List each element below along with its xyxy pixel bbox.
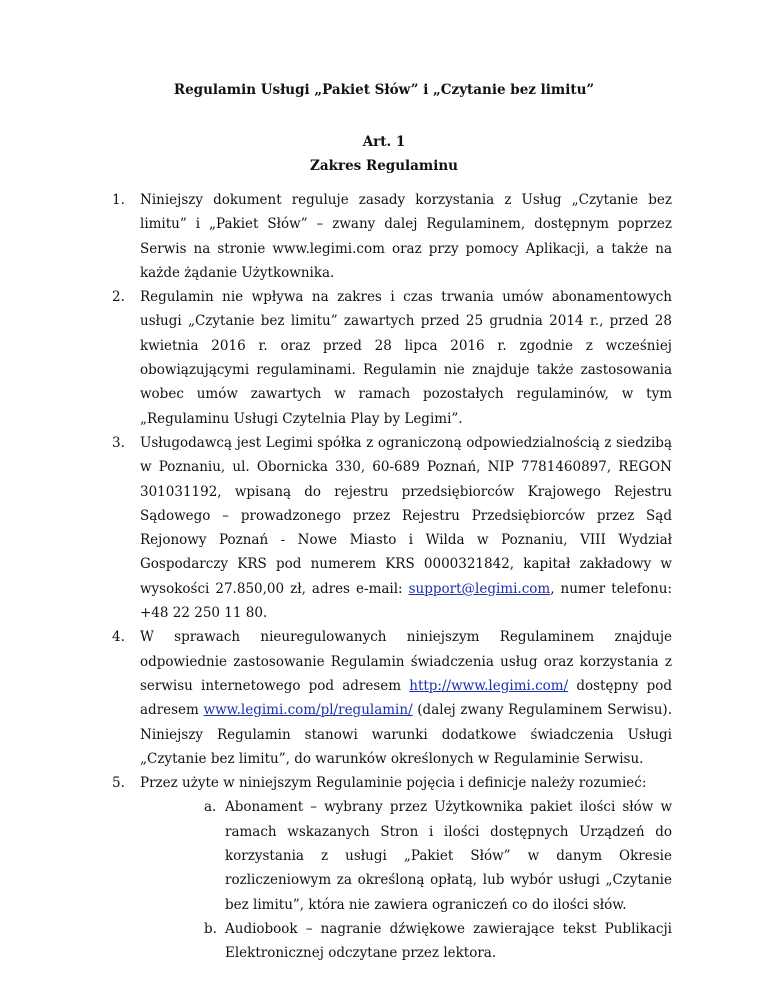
article-items-list [112, 188, 672, 966]
article-title: Zakres Regulaminu [310, 158, 458, 174]
support-email-link[interactable]: support@legimi.com [408, 580, 551, 597]
sub-item-letter: a. [204, 799, 217, 816]
list-item [112, 771, 672, 965]
item-text: dostępny pod adresem [140, 677, 672, 719]
list-item [112, 431, 672, 625]
item-text: Przez użyte w niniejszym Regulaminie pojęcia i definicje należy rozumieć: [140, 775, 647, 792]
item-text: W sprawach nieuregulowanych niniejszym Regulaminem znajduje odpowiednie zastosowanie Regulamin świadczenia usług oraz korzystania z serwisu internetowego pod adresem [140, 629, 672, 694]
list-item [112, 625, 672, 771]
sub-list-item [204, 917, 672, 966]
article-heading [0, 130, 768, 178]
legimi-website-link[interactable]: http://www.legimi.com/ [409, 677, 569, 694]
item-number: 2. [112, 289, 125, 306]
item-number: 3. [112, 434, 125, 451]
list-item [112, 285, 672, 431]
sub-item-text: Elektronicznej odczytane przez lektora. [225, 945, 497, 962]
sub-item-text: Abonament – wybrany przez Użytkownika pakiet ilości słów w ramach wskazanych Stron i ilości dostępnych Urządzeń do korzystania z usługi „Pakiet Słów” w danym Okresie rozliczeniowym za określoną opłatą, lub wybór usługi „Czytanie bez limitu”, która nie zawiera ograniczeń co do ilości słów. [225, 799, 672, 913]
item-text: , numer telefonu: +48 22 250 11 80. [140, 580, 672, 622]
definitions-list [140, 795, 672, 965]
sub-item-text: Audiobook – nagranie dźwiękowe zawierające tekst Publikacji [225, 920, 672, 937]
item-text: Usługodawcą jest Legimi spółka z ograniczoną odpowiedzialnością z siedzibą w Poznaniu, ul. Obornicka 330, 60-689 Poznań, NIP 7781460897, REGON 301031192, wpisaną do rejestru przedsiębiorców Krajowego Rejestru Sądowego – prowadzonego przez Rejestru Przedsiębiorców przez Sąd Rejonowy Poznań - Nowe Miasto i Wilda w Poznaniu, VIII Wydział Gospodarczy KRS pod numerem KRS 0000321842, kapitał zakładowy w wysokości 27.850,00 zł, adres e-mail: [140, 434, 672, 597]
sub-item-letter: b. [204, 920, 217, 937]
regulamin-link[interactable]: www.legimi.com/pl/regulamin/ [203, 702, 413, 719]
list-item [112, 188, 672, 285]
item-text: (dalej zwany Regulaminem Serwisu). Niniejszy Regulamin stanowi warunki dodatkowe świadczenia Usługi „Czytanie bez limitu”, do warunków określonych w Regulaminie Serwisu. [140, 702, 672, 767]
item-number: 5. [112, 775, 125, 792]
item-number: 1. [112, 192, 125, 208]
item-number: 4. [112, 629, 125, 646]
article-number: Art. 1 [362, 134, 406, 150]
sub-list-item [204, 795, 672, 916]
item-text: Niniejszy dokument reguluje zasady korzystania z Usług „Czytanie bez limitu” i „Pakiet Słów” – zwany dalej Regulaminem, dostępnym poprzez Serwis na stronie www.legimi.com oraz przy pomocy Aplikacji, a także na każde żądanie Użytkownika. [140, 192, 672, 281]
document-title: Regulamin Usługi „Pakiet Słów” i „Czytanie bez limitu” [173, 82, 595, 98]
item-text: Regulamin nie wpływa na zakres i czas trwania umów abonamentowych usługi „Czytanie bez limitu” zawartych przed 25 grudnia 2014 r., przed 28 kwietnia 2016 r. oraz przed 28 lipca 2016 r. zgodnie z wcześniej obowiązującymi regulaminami. Regulamin nie znajduje także zastosowania wobec umów zawartych w ramach pozostałych regulaminów, w tym „Regulaminu Usługi Czytelnia Play by Legimi”. [140, 289, 672, 427]
